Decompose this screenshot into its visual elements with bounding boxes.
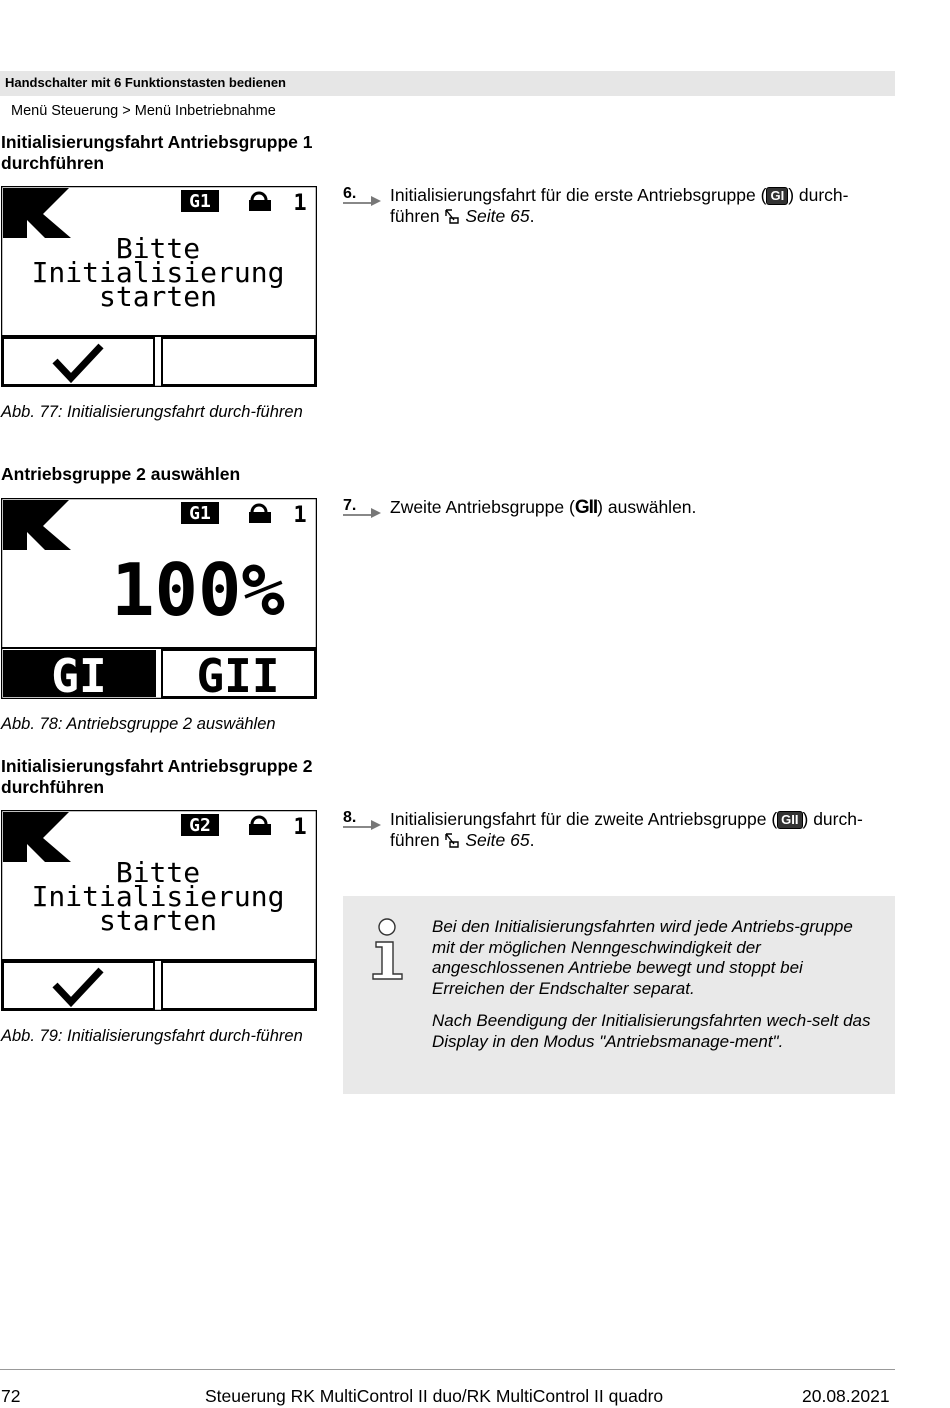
display-line-2: Initialisierung — [31, 880, 285, 913]
step-text-6: Initialisierungsfahrt für die erste Antriebsgruppe ( GI ) durch-führen Seite 65. — [390, 185, 849, 226]
group-badge-text: G1 — [189, 503, 211, 524]
document-date: 20.08.2021 — [802, 1386, 890, 1406]
step-text-8: Initialisierungsfahrt für die zweite Antriebsgruppe ( GII ) durch-führen Seite 65. — [390, 809, 863, 850]
display-line-1: Bitte — [115, 232, 201, 265]
hand-pointer-icon — [444, 832, 460, 848]
lock-indicator: 1 — [293, 191, 307, 216]
lock-indicator: 1 — [293, 815, 307, 840]
info-icon — [368, 918, 408, 980]
step-arrow-icon — [343, 193, 383, 207]
note-paragraph-1: Bei den Initialisierungsfahrten wird jede Antriebs-gruppe mit der möglichen Nenngeschwindigkeit der angeschlossenen Antriebe bewegt und stoppt bei Erreichen der Endschalter separat. — [432, 917, 853, 998]
softkey-gi-label: GI — [51, 649, 107, 699]
step-number-8: 8. — [343, 809, 357, 826]
display-select-group — [1, 498, 317, 699]
softkey-gii-label: GII — [196, 649, 280, 699]
display-line-3: starten — [98, 904, 218, 937]
display-line-1: Bitte — [115, 856, 201, 889]
page-number: 72 — [1, 1386, 21, 1406]
display-init-group-2 — [1, 810, 317, 1011]
figure-caption-77: Abb. 77: Initialisierungsfahrt durch-führen — [1, 403, 303, 421]
badge-gii: GII — [777, 811, 802, 829]
softkey-left[interactable] — [3, 962, 154, 1009]
group-badge-text: G2 — [189, 815, 211, 836]
softkey-right[interactable] — [162, 962, 315, 1009]
step-arrow-icon — [343, 817, 383, 831]
header-title: Handschalter mit 6 Funktionstasten bedienen — [5, 75, 286, 90]
badge-gii: GII — [574, 497, 598, 518]
breadcrumb: Menü Steuerung > Menü Inbetriebnahme — [11, 103, 276, 119]
section-title-2: Antriebsgruppe 2 auswählen — [1, 464, 241, 484]
display-line-2: Initialisierung — [31, 256, 285, 289]
page-reference[interactable]: Seite 65 — [465, 830, 530, 850]
softkey-right[interactable] — [162, 338, 315, 385]
display-value: 100% — [111, 548, 285, 632]
document-title: Steuerung RK MultiControl II duo/RK MultiControl II quadro — [205, 1386, 664, 1406]
hand-pointer-icon — [444, 208, 460, 224]
display-init-group-1 — [1, 186, 317, 387]
group-badge-text: G1 — [189, 191, 211, 212]
section-title-3: Initialisierungsfahrt Antriebsgruppe 2 durchführen — [1, 756, 313, 797]
badge-gi: GI — [766, 187, 788, 205]
step-text-7: Zweite Antriebsgruppe (GII) auswählen. — [390, 497, 697, 518]
page-reference[interactable]: Seite 65 — [465, 206, 530, 226]
note-paragraph-2: Nach Beendigung der Initialisierungsfahrten wech-selt das Display in den Modus "Antriebsmanage-ment". — [432, 1011, 871, 1051]
step-number-6: 6. — [343, 185, 357, 202]
display-line-3: starten — [98, 280, 218, 313]
figure-caption-78: Abb. 78: Antriebsgruppe 2 auswählen — [1, 715, 276, 733]
section-title-1: Initialisierungsfahrt Antriebsgruppe 1 durchführen — [1, 132, 313, 173]
lock-indicator: 1 — [293, 503, 307, 528]
step-number-7: 7. — [343, 497, 357, 514]
figure-caption-79: Abb. 79: Initialisierungsfahrt durch-führen — [1, 1027, 303, 1045]
footer-divider — [0, 1369, 895, 1370]
softkey-left[interactable] — [3, 338, 154, 385]
step-arrow-icon — [343, 505, 383, 519]
